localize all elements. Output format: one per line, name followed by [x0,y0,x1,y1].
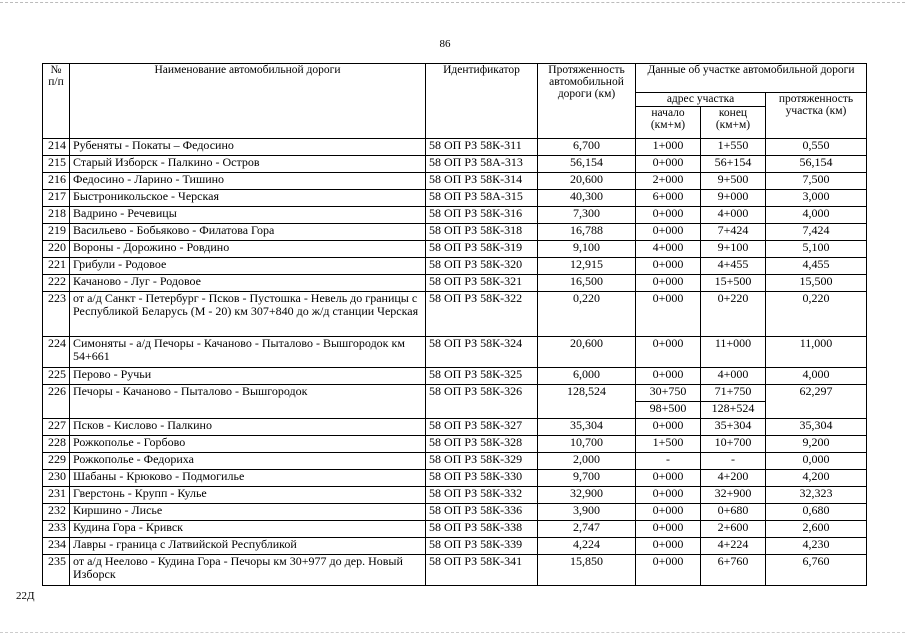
table-row [43,436,867,453]
section-start-cell: 0+000 [636,504,701,521]
section-start-cell: 0+000 [636,487,701,504]
section-length-cell: 11,000 [766,337,867,368]
roads-table [42,63,867,586]
section-start-cell: 4+000 [636,241,701,258]
table-row [43,453,867,470]
section-length-cell: 4,200 [766,470,867,487]
header-name: Наименование автомобильной дороги [70,64,426,139]
road-length-cell: 12,915 [538,258,636,275]
section-start-cell: 0+000 [636,275,701,292]
row-number-cell: 216 [43,173,70,190]
section-length-cell: 0,220 [766,292,867,337]
road-id-cell: 58 ОП РЗ 58К-332 [426,487,538,504]
road-name-cell: Рожкополье - Федориха [70,453,426,470]
row-number-cell: 224 [43,337,70,368]
road-id-cell: 58 ОП РЗ 58К-311 [426,139,538,156]
road-id-cell: 58 ОП РЗ 58К-330 [426,470,538,487]
road-length-cell: 0,220 [538,292,636,337]
road-id-cell: 58 ОП РЗ 58К-326 [426,385,538,419]
section-end-cell: 32+900 [701,487,766,504]
road-name-cell: от а/д Неелово - Кудина Гора - Печоры км 30+977 до дер. Новый Изборск [70,555,426,586]
section-length-cell: 15,500 [766,275,867,292]
section-start-cell: 6+000 [636,190,701,207]
table-row [43,470,867,487]
road-id-cell: 58 ОП РЗ 58К-318 [426,224,538,241]
road-length-cell: 15,850 [538,555,636,586]
road-length-cell: 40,300 [538,190,636,207]
section-length-cell: 0,000 [766,453,867,470]
road-name-cell: Грибули - Родовое [70,258,426,275]
road-name-cell: Симоняты - а/д Печоры - Качаново - Пыталово - Вышгородок км 54+661 [70,337,426,368]
road-length-cell: 35,304 [538,419,636,436]
section-length-cell: 5,100 [766,241,867,258]
section-start-cell: 0+000 [636,337,701,368]
section-end-cell: 4+224 [701,538,766,555]
header-section-data: Данные об участке автомобильной дороги [636,64,867,93]
road-length-cell: 20,600 [538,173,636,190]
section-end-cell: 0+680 [701,504,766,521]
section-start-cell: 0+000 [636,207,701,224]
section-end-cell: 15+500 [701,275,766,292]
section-length-cell: 35,304 [766,419,867,436]
table-row [43,337,867,368]
row-number-cell: 227 [43,419,70,436]
section-length-cell: 9,200 [766,436,867,453]
footer-label: 22Д [16,590,35,602]
section-length-cell: 56,154 [766,156,867,173]
row-number-cell: 234 [43,538,70,555]
table-row [43,292,867,337]
row-number-cell: 221 [43,258,70,275]
section-length-cell: 4,000 [766,368,867,385]
table-row [43,385,867,402]
row-number-cell: 233 [43,521,70,538]
row-number-cell: 220 [43,241,70,258]
scan-edge-top [0,2,905,3]
section-start-cell: 0+000 [636,368,701,385]
row-number-cell: 218 [43,207,70,224]
row-number-cell: 222 [43,275,70,292]
table-row [43,521,867,538]
section-end-cell: 7+424 [701,224,766,241]
section-end-cell: 71+750 [701,385,766,402]
section-start-cell: 2+000 [636,173,701,190]
table-body [43,139,867,586]
table-row [43,419,867,436]
section-length-cell: 4,000 [766,207,867,224]
section-start-cell: 98+500 [636,402,701,419]
table-row [43,368,867,385]
road-name-cell: Рубеняты - Покаты – Федосино [70,139,426,156]
road-name-cell: Кудина Гора - Кривск [70,521,426,538]
table-row [43,241,867,258]
section-length-cell: 62,297 [766,385,867,419]
road-length-cell: 7,300 [538,207,636,224]
row-number-cell: 219 [43,224,70,241]
section-start-cell: 0+000 [636,258,701,275]
section-start-cell: 0+000 [636,521,701,538]
section-start-cell: 0+000 [636,470,701,487]
section-end-cell: 35+304 [701,419,766,436]
section-end-cell: 4+455 [701,258,766,275]
section-length-cell: 7,500 [766,173,867,190]
road-name-cell: Гверстонь - Крупп - Кулье [70,487,426,504]
section-start-cell: 0+000 [636,292,701,337]
section-start-cell: 30+750 [636,385,701,402]
section-start-cell: - [636,453,701,470]
table-header [43,64,867,139]
section-end-cell: - [701,453,766,470]
road-length-cell: 9,700 [538,470,636,487]
section-length-cell: 6,760 [766,555,867,586]
road-name-cell: Псков - Кислово - Палкино [70,419,426,436]
road-name-cell: Киршино - Лисье [70,504,426,521]
road-length-cell: 56,154 [538,156,636,173]
road-id-cell: 58 ОП РЗ 58К-316 [426,207,538,224]
road-id-cell: 58 ОП РЗ 58К-341 [426,555,538,586]
section-length-cell: 4,230 [766,538,867,555]
road-id-cell: 58 ОП РЗ 58К-319 [426,241,538,258]
page-number: 86 [439,38,451,50]
road-id-cell: 58 ОП РЗ 58К-314 [426,173,538,190]
section-end-cell: 128+524 [701,402,766,419]
section-start-cell: 0+000 [636,555,701,586]
section-length-cell: 4,455 [766,258,867,275]
row-number-cell: 217 [43,190,70,207]
table-row [43,555,867,586]
section-end-cell: 4+200 [701,470,766,487]
section-length-cell: 0,550 [766,139,867,156]
road-id-cell: 58 ОП РЗ 58К-328 [426,436,538,453]
header-num: № п/п [43,64,70,139]
road-length-cell: 16,500 [538,275,636,292]
road-name-cell: от а/д Санкт - Петербург - Псков - Пустошка - Невель до границы с Республикой Беларусь (М - 20) км 307+840 до ж/д станции Черская [70,292,426,337]
road-id-cell: 58 ОП РЗ 58К-339 [426,538,538,555]
section-end-cell: 4+000 [701,368,766,385]
section-end-cell: 9+500 [701,173,766,190]
road-name-cell: Вороны - Дорожино - Ровдино [70,241,426,258]
road-id-cell: 58 ОП РЗ 58К-320 [426,258,538,275]
road-name-cell: Рожкополье - Горбово [70,436,426,453]
section-start-cell: 0+000 [636,419,701,436]
road-name-cell: Васильево - Бобьяково - Филатова Гора [70,224,426,241]
road-name-cell: Печоры - Качаново - Пыталово - Вышгородок [70,385,426,419]
road-length-cell: 10,700 [538,436,636,453]
road-length-cell: 20,600 [538,337,636,368]
table-row [43,258,867,275]
section-start-cell: 0+000 [636,156,701,173]
row-number-cell: 214 [43,139,70,156]
section-end-cell: 0+220 [701,292,766,337]
road-id-cell: 58 ОП РЗ 58А-313 [426,156,538,173]
row-number-cell: 215 [43,156,70,173]
row-number-cell: 229 [43,453,70,470]
table-row [43,275,867,292]
section-end-cell: 9+100 [701,241,766,258]
table-row [43,487,867,504]
road-id-cell: 58 ОП РЗ 58К-325 [426,368,538,385]
road-length-cell: 6,000 [538,368,636,385]
section-end-cell: 10+700 [701,436,766,453]
table-row [43,207,867,224]
road-name-cell: Лавры - граница с Латвийской Республикой [70,538,426,555]
header-start: начало (км+м) [636,107,701,139]
table-row [43,538,867,555]
road-name-cell: Быстроникольское - Черская [70,190,426,207]
section-start-cell: 1+000 [636,139,701,156]
road-length-cell: 32,900 [538,487,636,504]
row-number-cell: 235 [43,555,70,586]
road-length-cell: 6,700 [538,139,636,156]
table-row [43,224,867,241]
road-id-cell: 58 ОП РЗ 58К-336 [426,504,538,521]
road-id-cell: 58 ОП РЗ 58К-322 [426,292,538,337]
row-number-cell: 228 [43,436,70,453]
section-end-cell: 9+000 [701,190,766,207]
road-name-cell: Вадрино - Речевицы [70,207,426,224]
section-length-cell: 0,680 [766,504,867,521]
road-name-cell: Перово - Ручьи [70,368,426,385]
table-row [43,156,867,173]
scan-edge-bottom [0,632,905,633]
header-section-length: протяженность участка (км) [766,93,867,139]
road-name-cell: Качаново - Луг - Родовое [70,275,426,292]
road-id-cell: 58 ОП РЗ 58А-315 [426,190,538,207]
road-length-cell: 9,100 [538,241,636,258]
road-name-cell: Федосино - Ларино - Тишино [70,173,426,190]
table-row [43,139,867,156]
header-end: конец (км+м) [701,107,766,139]
road-id-cell: 58 ОП РЗ 58К-321 [426,275,538,292]
row-number-cell: 230 [43,470,70,487]
header-length: Протяженность автомобильной дороги (км) [538,64,636,139]
road-length-cell: 3,900 [538,504,636,521]
road-name-cell: Шабаны - Крюково - Подмогилье [70,470,426,487]
section-length-cell: 7,424 [766,224,867,241]
road-length-cell: 16,788 [538,224,636,241]
section-start-cell: 0+000 [636,224,701,241]
section-end-cell: 6+760 [701,555,766,586]
road-id-cell: 58 ОП РЗ 58К-324 [426,337,538,368]
road-length-cell: 2,000 [538,453,636,470]
header-address: адрес участка [636,93,766,107]
table-row [43,504,867,521]
row-number-cell: 226 [43,385,70,419]
section-end-cell: 4+000 [701,207,766,224]
row-number-cell: 225 [43,368,70,385]
table-row [43,190,867,207]
section-end-cell: 56+154 [701,156,766,173]
table-row [43,173,867,190]
road-id-cell: 58 ОП РЗ 58К-327 [426,419,538,436]
section-end-cell: 2+600 [701,521,766,538]
road-length-cell: 128,524 [538,385,636,419]
road-id-cell: 58 ОП РЗ 58К-329 [426,453,538,470]
road-id-cell: 58 ОП РЗ 58К-338 [426,521,538,538]
row-number-cell: 231 [43,487,70,504]
section-length-cell: 3,000 [766,190,867,207]
section-length-cell: 32,323 [766,487,867,504]
road-length-cell: 2,747 [538,521,636,538]
road-name-cell: Старый Изборск - Палкино - Остров [70,156,426,173]
section-start-cell: 1+500 [636,436,701,453]
section-start-cell: 0+000 [636,538,701,555]
section-length-cell: 2,600 [766,521,867,538]
section-end-cell: 11+000 [701,337,766,368]
row-number-cell: 232 [43,504,70,521]
row-number-cell: 223 [43,292,70,337]
header-id: Идентификатор [426,64,538,139]
section-end-cell: 1+550 [701,139,766,156]
road-length-cell: 4,224 [538,538,636,555]
